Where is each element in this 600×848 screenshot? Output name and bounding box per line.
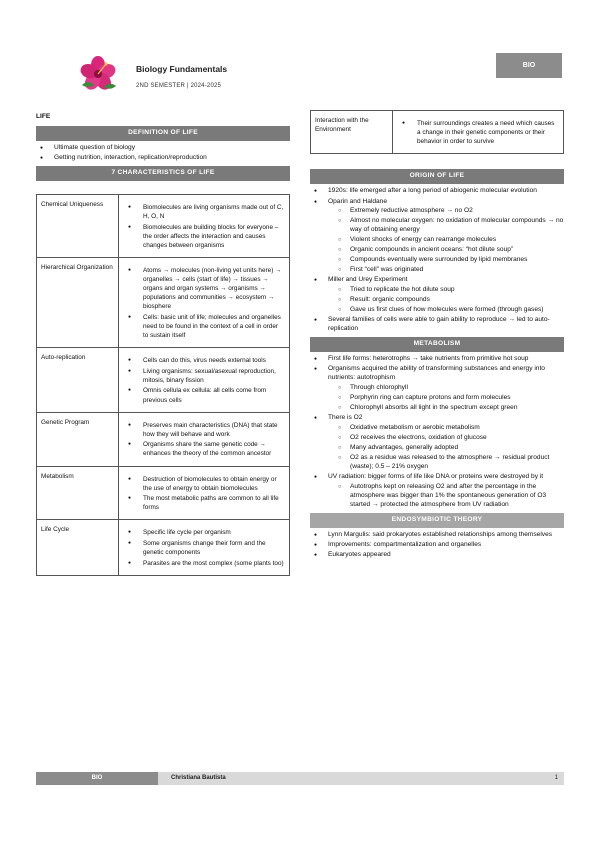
list-item: ● Improvements: compartmentalization and organelles bbox=[310, 541, 564, 550]
endosymbiotic-heading: ENDOSYMBIOTIC THEORY bbox=[310, 513, 564, 528]
list-item: ● 1920s: life emerged after a long period of abiogenic molecular evolution bbox=[310, 187, 564, 196]
table-row bbox=[37, 348, 290, 412]
list-item: ● Several families of cells were able to gain ability to reproduce → led to auto-replication bbox=[310, 316, 564, 334]
list-item: ● Eukaryotes appeared bbox=[310, 551, 564, 560]
sub-list-item: ○ Extremely reductive atmosphere → no O2 bbox=[328, 207, 564, 216]
sub-list-item: ○ Autotrophs kept on releasing O2 and after the percentage in the atmosphere was bigger than 1% the spontaneous generation of O3 started → protected the atmosphere from UV radiation bbox=[328, 483, 564, 510]
sub-list-item: ○ Gave us first clues of how molecules were formed (through gases) bbox=[328, 306, 564, 315]
section-label-life: LIFE bbox=[36, 113, 51, 120]
list-item: ● Organisms share the same genetic code → enhances the theory of the common ancestor bbox=[119, 440, 285, 458]
list-item: ● Parasites are the most complex (some plants too) bbox=[119, 559, 285, 568]
footer-author: Christiana Bautista bbox=[171, 775, 226, 781]
characteristic-name: Hierarchical Organization bbox=[37, 257, 119, 347]
sub-list-item: ○ Many advantages, generally adopted bbox=[328, 444, 564, 453]
list-item: ● Lynn Margulis: said prokaryotes established relationships among themselves bbox=[310, 531, 564, 540]
sub-list-item: ○ Tried to replicate the hot dilute soup bbox=[328, 286, 564, 295]
origin-list bbox=[310, 187, 564, 334]
characteristic-name: Interaction with the Environment bbox=[311, 111, 393, 154]
list-item: ● Their surroundings creates a need which causes a change in their genetic components or their behavior in order to survive bbox=[393, 119, 559, 146]
table-row bbox=[37, 520, 290, 575]
table-row bbox=[37, 466, 290, 520]
sub-list-item: ○ Oxidative metabolism or aerobic metabolism bbox=[328, 424, 564, 433]
characteristic-name: Genetic Program bbox=[37, 412, 119, 466]
page-number: 1 bbox=[554, 775, 558, 781]
sub-list-item: ○ Organic compounds in ancient oceans: “hot dilute soup” bbox=[328, 246, 564, 255]
list-item: ● Preserves main characteristics (DNA) that state how they will behave and work bbox=[119, 421, 285, 439]
sub-list-item: ○ O2 as a residue was released to the atmosphere → residual product (waste); 0.5 – 21% oxygen bbox=[328, 454, 564, 472]
list-item: ● First life forms: heterotrophs → take nutrients from primitive hot soup bbox=[310, 355, 564, 364]
list-item: ● Specific life cycle per organism bbox=[119, 528, 285, 537]
footer-subject-tag: BIO bbox=[36, 772, 158, 785]
left-column bbox=[36, 110, 290, 576]
sub-list-item: ○ First “cell” was originated bbox=[328, 266, 564, 275]
sub-list-item: ○ Result: organic compounds bbox=[328, 296, 564, 305]
list-item: ● There is O2 ○ Oxidative metabolism or aerobic metabolism ○ O2 receives the electrons, oxidation of glucose ○ Many advantages, generally adopted ○ O2 as a residue was released to the atmosphere → residual product (waste); 0.5 – 21% oxygen bbox=[310, 414, 564, 471]
sub-list-item: ○ Chlorophyll absorbs all light in the spectrum except green bbox=[328, 404, 564, 413]
characteristic-name: Life Cycle bbox=[37, 520, 119, 575]
metabolism-list bbox=[310, 355, 564, 510]
list-item: ● Cells: basic unit of life; molecules and organelles need to be found in the context of a cell in order to sustain itself bbox=[119, 313, 285, 340]
list-item: ● Getting nutrition, interaction, replication/reproduction bbox=[36, 154, 290, 163]
table-row bbox=[37, 257, 290, 347]
characteristic-name: Metabolism bbox=[37, 466, 119, 520]
list-item: ● Destruction of biomolecules to obtain energy or the use of energy to obtain biomolecules bbox=[119, 475, 285, 493]
definition-list bbox=[36, 144, 290, 163]
page-footer bbox=[36, 772, 564, 785]
list-item: ● Ultimate question of biology bbox=[36, 144, 290, 153]
sub-list-item: ○ Violent shocks of energy can rearrange molecules bbox=[328, 236, 564, 245]
sub-list-item: ○ Compounds eventually were surrounded by lipid membranes bbox=[328, 256, 564, 265]
characteristic-name: Chemical Uniqueness bbox=[37, 194, 119, 257]
table-row bbox=[37, 194, 290, 257]
characteristic-name: Auto-replication bbox=[37, 348, 119, 412]
list-item: ● Atoms → molecules (non-living yet units here) → organelles → cells (start of life) → tissues → organs and organ systems → organisms → populations and communities → ecosystem → biosphere bbox=[119, 266, 285, 311]
list-item: ● Miller and Urey Experiment ○ Tried to replicate the hot dilute soup ○ Result: organic compounds ○ Gave us first clues of how molecules were formed (through gases) bbox=[310, 276, 564, 315]
list-item: ● Living organisms: sexual/asexual reproduction, mitosis, binary fission bbox=[119, 367, 285, 385]
document-title: Biology Fundamentals bbox=[136, 64, 228, 74]
definition-heading: DEFINITION OF LIFE bbox=[36, 126, 290, 141]
list-item: ● Omnis cellula ex cellula: all cells come from previous cells bbox=[119, 386, 285, 404]
list-item: ● Some organisms change their form and the genetic components bbox=[119, 539, 285, 557]
list-item: ● Biomolecules are living organisms made out of C, H, O, N bbox=[119, 203, 285, 221]
list-item: ● Biomolecules are building blocks for everyone – the order affects the interaction and causes changes between organisms bbox=[119, 223, 285, 250]
characteristics-heading: 7 CHARACTERISTICS OF LIFE bbox=[36, 166, 290, 181]
table-row bbox=[311, 111, 564, 154]
sub-list-item: ○ O2 receives the electrons, oxidation of glucose bbox=[328, 434, 564, 443]
list-item: ● The most metabolic paths are common to all life forms bbox=[119, 494, 285, 512]
list-item: ● Cells can do this, virus needs external tools bbox=[119, 356, 285, 365]
right-column bbox=[310, 110, 564, 563]
metabolism-heading: METABOLISM bbox=[310, 337, 564, 352]
sub-list-item: ○ Almost no molecular oxygen: no oxidation of molecular compounds → no way of obtaining energy bbox=[328, 217, 564, 235]
subject-tag: BIO bbox=[496, 53, 562, 78]
sub-list-item: ○ Through chlorophyll bbox=[328, 384, 564, 393]
origin-heading: ORIGIN OF LIFE bbox=[310, 169, 564, 184]
document-subtitle: 2ND SEMESTER | 2024-2025 bbox=[136, 83, 222, 89]
interaction-table bbox=[310, 110, 564, 154]
sub-list-item: ○ Porphyrin ring can capture protons and form molecules bbox=[328, 394, 564, 403]
characteristics-table bbox=[36, 194, 290, 576]
list-item: ● UV radiation: bigger forms of life like DNA or proteins were destroyed by it ○ Autotrophs kept on releasing O2 and after the percentage in the atmosphere was bigger than 1% the spontaneous generation of O3 started → protected the atmosphere from UV radiation bbox=[310, 473, 564, 510]
table-row bbox=[37, 412, 290, 466]
endosymbiotic-list bbox=[310, 531, 564, 561]
list-item: ● Organisms acquired the ability of transforming substances and energy into nutrients: autotrophism ○ Through chlorophyll ○ Porphyrin ring can capture protons and form molecules ○ Chlorophyll absorbs all light in the spectrum except green bbox=[310, 365, 564, 412]
list-item: ● Oparin and Haldane ○ Extremely reductive atmosphere → no O2 ○ Almost no molecular oxygen: no oxidation of molecular compounds → no way of obtaining energy ○ Violent shocks of energy can rearrange molecules ○ Organic compounds in ancient oceans: “hot dilute soup” ○ Compounds eventually were surrounded by lipid membranes ○ First “cell” was originated bbox=[310, 198, 564, 275]
hibiscus-flower-icon bbox=[78, 55, 118, 93]
